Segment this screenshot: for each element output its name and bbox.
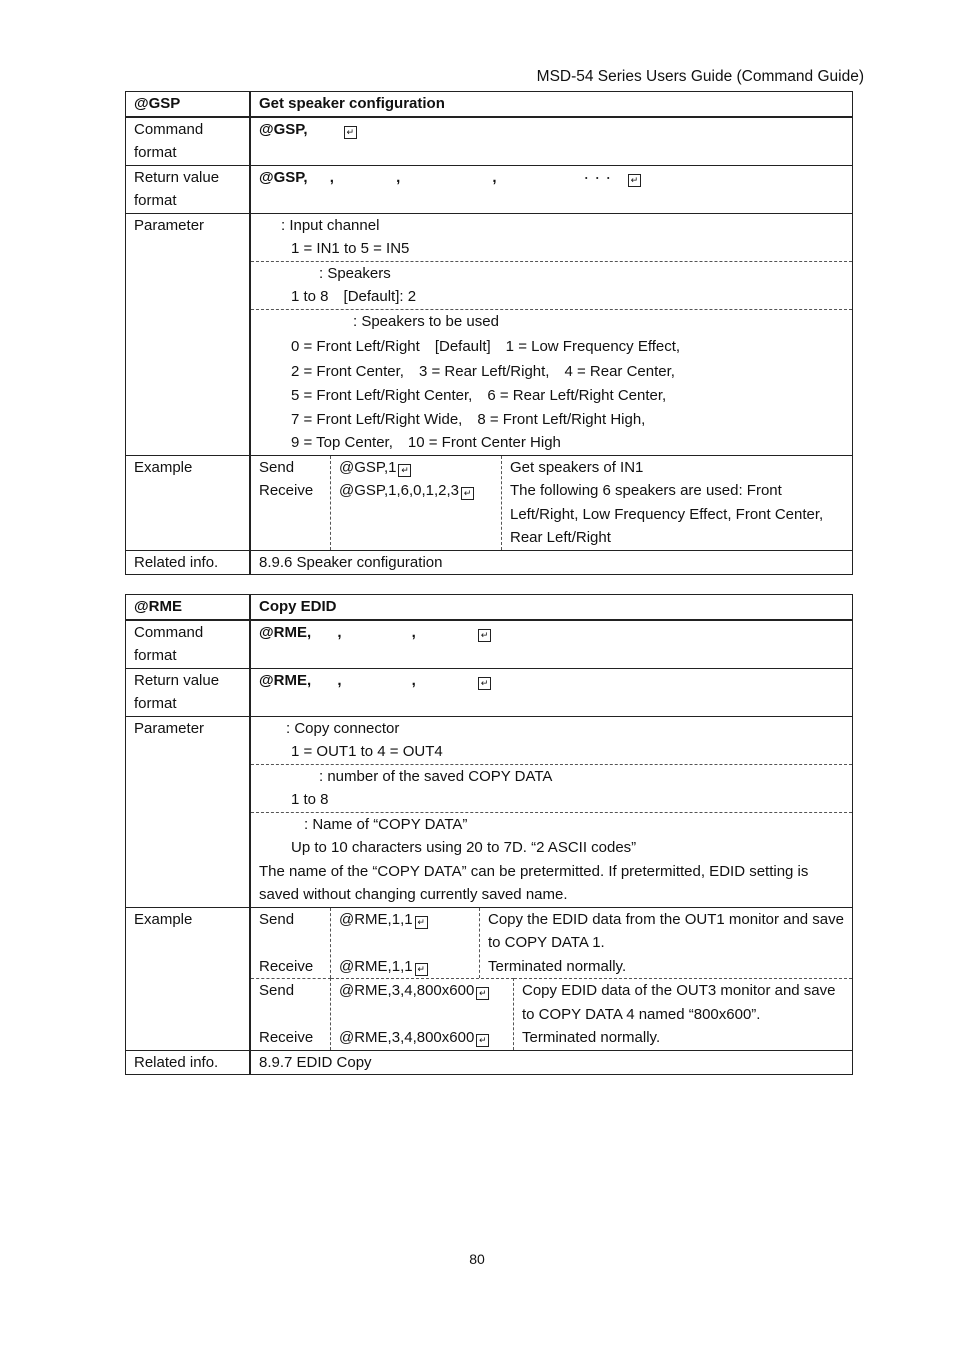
rme-example (250, 907, 853, 1050)
param-value: 5 = Front Left/Right Center, 6 = Rear Left/Right Center, (291, 387, 667, 404)
rme-example1-labels (251, 908, 331, 979)
param-value: 1 to 8 (291, 791, 329, 808)
send-label: Send (259, 910, 295, 928)
param-description: : Speakers (319, 264, 391, 282)
gsp-command-code: @GSP, (259, 120, 308, 138)
return-key-icon: ↵ (415, 916, 428, 929)
return-key-icon: ↵ (628, 174, 641, 187)
example-desc-line: Rear Left/Right (510, 529, 611, 546)
gsp-return-comma-3: , (492, 168, 497, 186)
gsp-return-ellipsis: ・・・ (580, 172, 614, 185)
rme-command-label: Command format (126, 620, 251, 669)
param-value: 7 = Front Left/Right Wide, 8 = Front Left/Right High, (291, 410, 646, 428)
gsp-param-speakers (251, 262, 852, 310)
param-value: 1 = IN1 to 5 = IN5 (291, 240, 410, 257)
rme-title: Copy EDID (250, 595, 853, 620)
return-key-icon: ↵ (461, 487, 474, 500)
receive-command: @RME,1,1 (339, 957, 413, 975)
rme-command-code: @RME, (259, 623, 312, 641)
rme-parameters (250, 716, 853, 907)
gsp-param-input (251, 214, 852, 262)
gsp-command-format (250, 117, 853, 166)
param-description: : Name of “COPY DATA” (304, 815, 468, 833)
rme-param-number (251, 765, 852, 813)
gsp-related-info: 8.9.6 Speaker configuration (250, 550, 853, 575)
param-description: : Speakers to be used (353, 312, 499, 330)
gsp-parameter-label: Parameter (126, 213, 251, 455)
rme-command-comma-2: , (411, 623, 416, 641)
gsp-return-label: Return value format (126, 165, 251, 213)
rme-parameter-label: Parameter (126, 716, 251, 907)
gsp-example-description (502, 456, 853, 550)
gsp-return-code: @GSP, (259, 168, 308, 186)
receive-label: Receive (259, 482, 314, 499)
gsp-param-speakers-used (251, 310, 852, 455)
param-value: 9 = Top Center, 10 = Front Center High (291, 434, 561, 451)
page-number: 80 (469, 1251, 485, 1267)
param-note: The name of the “COPY DATA” can be pretermitted. If pretermitted, EDID setting is saved without changing currently saved name. (259, 862, 809, 903)
return-key-icon: ↵ (478, 629, 491, 642)
receive-command: @RME,3,4,800x600 (339, 1029, 475, 1046)
example-desc-receive: Terminated normally. (488, 957, 627, 975)
return-key-icon: ↵ (478, 677, 491, 690)
param-value: Up to 10 characters using 20 to 7D. “2 ASCII codes” (291, 839, 637, 856)
rme-return-comma-2: , (411, 671, 416, 689)
gsp-return-format (250, 165, 853, 213)
rme-param-name (251, 813, 852, 907)
return-key-icon: ↵ (476, 1034, 489, 1047)
example-desc-line: Left/Right, Low Frequency Effect, Front Center, (510, 505, 824, 523)
rme-example-table-1 (251, 908, 852, 979)
rme-example2-commands (331, 979, 514, 1050)
example-desc-line: The following 6 speakers are used: Front (510, 482, 782, 499)
rme-return-code: @RME, (259, 671, 312, 689)
rme-return-label: Return value format (126, 668, 251, 716)
gsp-parameters (250, 213, 853, 455)
example-desc-receive: Terminated normally. (522, 1029, 661, 1046)
receive-label: Receive (259, 1029, 314, 1046)
gsp-example-labels (251, 456, 331, 550)
gsp-example (250, 455, 853, 550)
param-value: 2 = Front Center, 3 = Rear Left/Right, 4 = Rear Center, (291, 363, 675, 380)
rme-example2-labels (251, 979, 331, 1050)
gsp-code: @GSP (126, 92, 251, 117)
gsp-example-label: Example (126, 455, 251, 550)
gsp-command-table (125, 91, 853, 575)
example-desc-send: Copy EDID data of the OUT3 monitor and save to COPY DATA 4 named “800x600”. (522, 982, 836, 1023)
gsp-return-comma-2: , (396, 168, 401, 186)
gsp-command-label: Command format (126, 117, 251, 166)
rme-command-comma-1: , (337, 623, 342, 641)
receive-label: Receive (259, 957, 314, 975)
gsp-title: Get speaker configuration (250, 92, 853, 117)
return-key-icon: ↵ (344, 126, 357, 139)
return-key-icon: ↵ (398, 464, 411, 477)
rme-param-connector (251, 717, 852, 765)
return-key-icon: ↵ (415, 963, 428, 976)
example-desc-line: Get speakers of IN1 (510, 458, 644, 476)
return-key-icon: ↵ (476, 987, 489, 1000)
rme-return-comma-1: , (337, 671, 342, 689)
gsp-return-comma-1: , (329, 168, 334, 186)
rme-related-label: Related info. (126, 1050, 251, 1075)
page-header: MSD-54 Series Users Guide (Command Guide) (536, 68, 864, 85)
example-desc-send: Copy the EDID data from the OUT1 monitor and save to COPY DATA 1. (488, 910, 844, 951)
rme-example2-description (514, 979, 853, 1050)
gsp-example-commands (331, 456, 502, 550)
param-value: 1 = OUT1 to 4 = OUT4 (291, 743, 443, 760)
send-command: @RME,3,4,800x600 (339, 982, 475, 999)
gsp-related-label: Related info. (126, 550, 251, 575)
receive-command: @GSP,1,6,0,1,2,3 (339, 482, 460, 499)
send-label: Send (259, 458, 295, 476)
send-command: @RME,1,1 (339, 910, 413, 928)
rme-code: @RME (126, 595, 251, 620)
rme-return-format (250, 668, 853, 716)
rme-related-info: 8.9.7 EDID Copy (250, 1050, 853, 1075)
rme-example1-commands (331, 908, 480, 979)
send-command: @GSP,1 (339, 458, 397, 476)
rme-command-format (250, 620, 853, 669)
send-label: Send (259, 982, 295, 999)
param-description: : number of the saved COPY DATA (319, 767, 553, 785)
gsp-example-table (251, 456, 852, 550)
rme-example-label: Example (126, 907, 251, 1050)
param-description: : Input channel (281, 216, 380, 234)
param-value: 0 = Front Left/Right [Default] 1 = Low Frequency Effect, (291, 338, 681, 355)
param-description: : Copy connector (286, 719, 400, 737)
param-value: 1 to 8 [Default]: 2 (291, 288, 417, 305)
rme-example1-description (480, 908, 853, 979)
rme-example-table-2 (251, 978, 852, 1050)
rme-command-table (125, 594, 853, 1075)
